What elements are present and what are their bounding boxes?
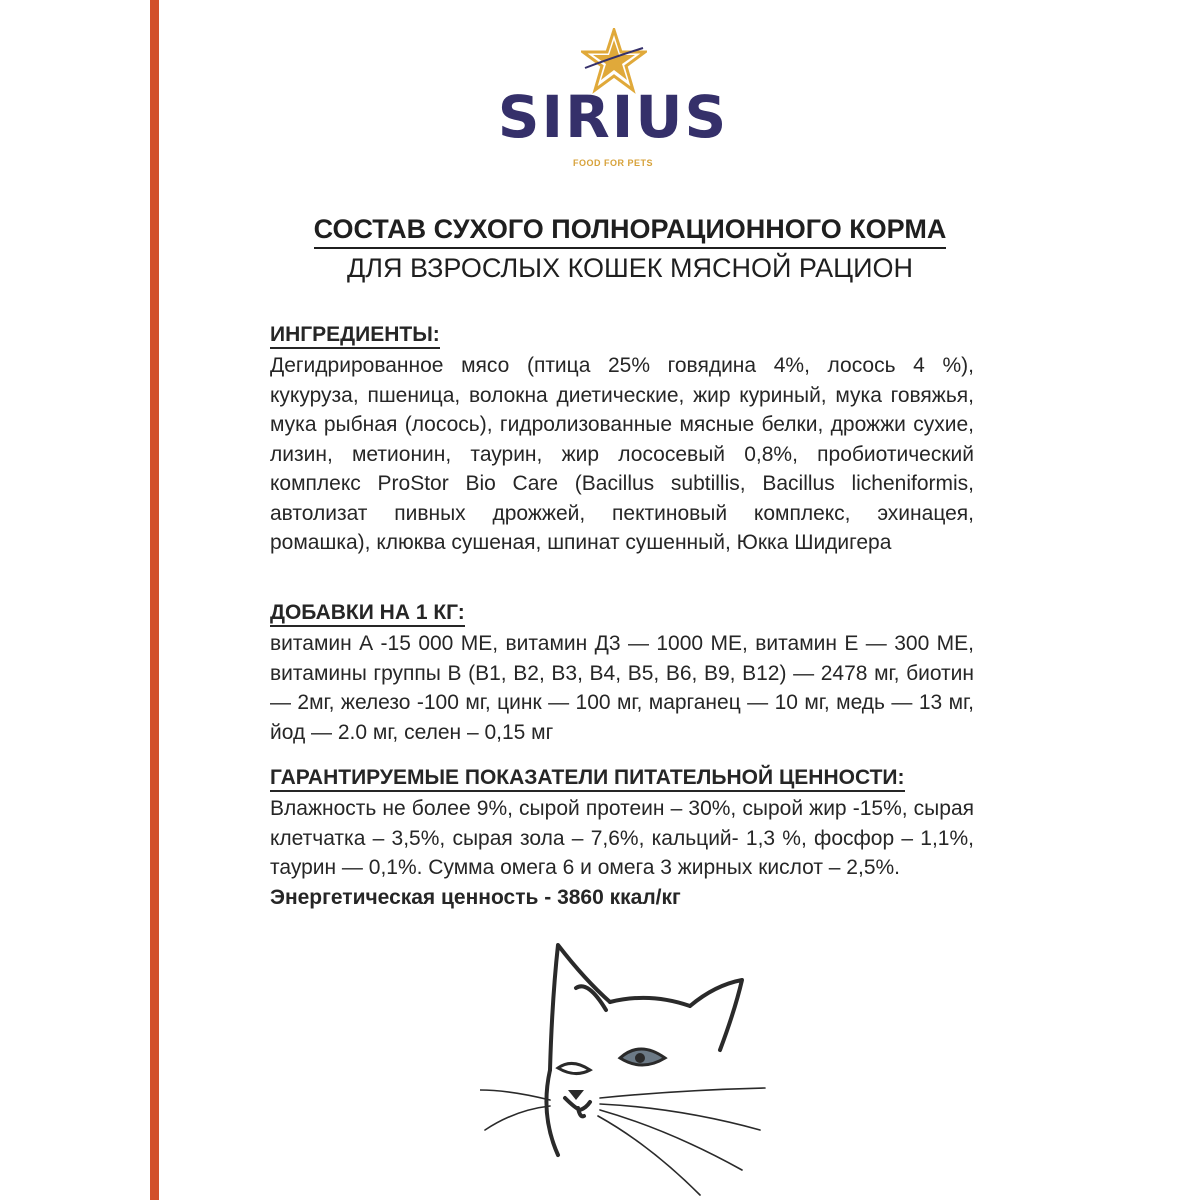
title-line-2: ДЛЯ ВЗРОСЛЫХ КОШЕК МЯСНОЙ РАЦИОН (347, 253, 913, 283)
energy-value: Энергетическая ценность - 3860 ккал/кг (270, 885, 681, 909)
guaranteed-analysis-section (270, 763, 974, 912)
document-title (160, 212, 1100, 285)
title-line-1: СОСТАВ СУХОГО ПОЛНОРАЦИОННОГО КОРМА (314, 212, 947, 249)
guaranteed-analysis-heading: ГАРАНТИРУЕМЫЕ ПОКАЗАТЕЛИ ПИТАТЕЛЬНОЙ ЦЕННОСТИ: (270, 766, 905, 792)
brand-logo (478, 20, 748, 168)
ingredients-text: Дегидрированное мясо (птица 25% говядина 4%, лосось 4 %), кукуруза, пшеница, волокна диетические, жир куриный, мука говяжья, мука рыбная (лосось), гидролизованные мясные белки, дрожжи сухие, лизин, метионин, таурин, жир лососевый 0,8%, пробиотический комплекс ProStor Bio Care (Bacillus subtillis, Bacillus licheniformis, автолизат пивных дрожжей, пектиновый комплекс, эхинацея, ромашка), клюква сушеная, шпинат сушенный, Юкка Шидигера (270, 354, 974, 554)
brand-tagline: FOOD FOR PETS (572, 158, 653, 168)
cat-face-icon (480, 940, 780, 1200)
side-accent-stripe (150, 0, 159, 1200)
guaranteed-analysis-text: Влажность не более 9%, сырой протеин – 30%, сырой жир -15%, сырая клетчатка – 3,5%, сырая зола – 7,6%, кальций- 1,3 %, фосфор – 1,1%, таурин — 0,1%. Сумма омега 6 и омега 3 жирных кислот – 2,5%. (270, 797, 974, 879)
brand-name: SIRIUS (497, 83, 729, 151)
ingredients-heading: ИНГРЕДИЕНТЫ: (270, 323, 440, 349)
ingredients-section (270, 320, 974, 558)
additives-section (270, 598, 974, 747)
additives-heading: ДОБАВКИ НА 1 КГ: (270, 601, 465, 627)
additives-text: витамин А -15 000 МЕ, витамин Д3 — 1000 МЕ, витамин Е — 300 МЕ, витамины группы В (В1, В2, В3, В4, В5, В6, В9, В12) — 2478 мг, биотин — 2мг, железо -100 мг, цинк — 100 мг, марганец — 10 мг, медь — 13 мг, йод — 2.0 мг, селен – 0,15 мг (270, 632, 974, 744)
